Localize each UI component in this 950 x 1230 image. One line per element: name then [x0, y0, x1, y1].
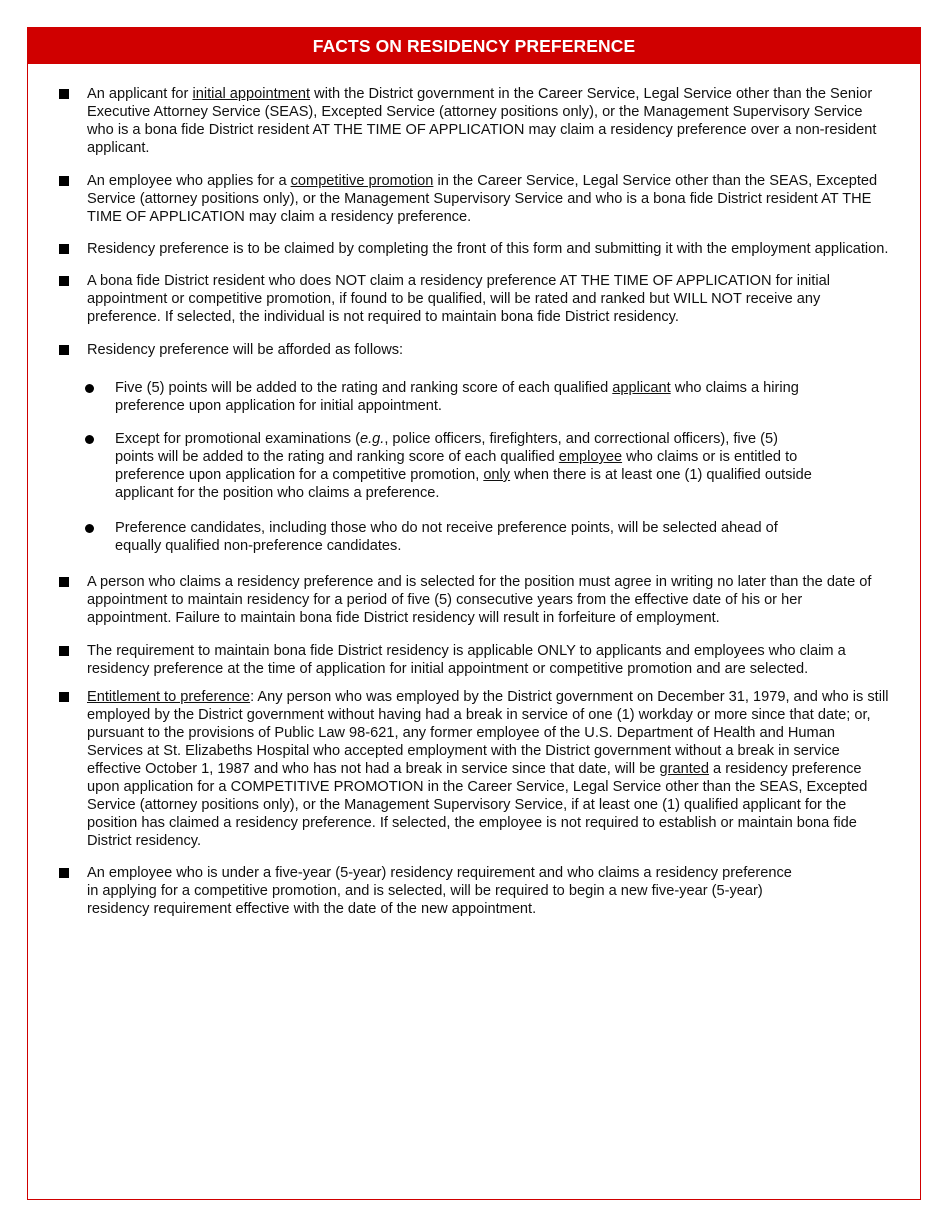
square-bullet-icon — [59, 244, 69, 254]
square-bullet-icon — [59, 89, 69, 99]
item-text: An employee who is under a five-year (5-year) residency requirement and who claims a residency preference in applying for a competitive promotion, and is selected, will be required to begin a new five-year (5-year) residency requirement effective with the date of the new appointment. — [87, 865, 792, 917]
item-text: The requirement to maintain bona fide District residency is applicable ONLY to applicants and employees who claim a residency preference at the time of application for initial appointment or competitive promotion and are selected. — [87, 643, 846, 677]
list-item — [28, 688, 920, 850]
sub-item-text: Except for promotional examinations (e.g., police officers, firefighters, and correctional officers), five (5) points will be added to the rating and ranking score of each qualified employee who claims or is entitled to preference upon application for a competitive promotion, only when there is at least one (1) qualified outside applicant for the position who claims a preference. — [115, 431, 812, 501]
item-text: Entitlement to preference: Any person who was employed by the District government on December 31, 1979, and who is still employed by the District government without having had a break in service of one (1) workday or more since that date; or, pursuant to the provisions of Public Law 98-621, any former employee of the U.S. Department of Health and Human Services at St. Elizabeths Hospital who accepted employment with the District government without a break in service effective October 1, 1987 and who has not had a break in service since that date, will be granted a residency preference upon application for a COMPETITIVE PROMOTION in the Career Service, Legal Service other than the SEAS, Excepted Service (attorney positions only), or the Management Supervisory Service, if at least one (1) qualified applicant for the position has claimed a residency preference. If selected, the employee is not required to establish or maintain bona fide District residency. — [87, 689, 889, 849]
square-bullet-icon — [59, 176, 69, 186]
item-text: Residency preference will be afforded as follows: — [87, 342, 404, 358]
item-text: A bona fide District resident who does NOT claim a residency preference AT THE TIME OF APPLICATION for initial appointment or competitive promotion, if found to be qualified, will be rated and ranked but WILL NOT receive any preference. If selected, the individual is not required to maintain bona fide District residency. — [87, 273, 830, 325]
list-item — [28, 240, 920, 258]
document-frame — [27, 27, 921, 1200]
square-bullet-icon — [59, 868, 69, 878]
dot-bullet-icon — [85, 524, 94, 533]
list-item — [28, 172, 920, 226]
dot-bullet-icon — [85, 384, 94, 393]
sub-list-item — [28, 430, 920, 502]
sub-list-item — [28, 379, 920, 415]
list-item — [28, 341, 920, 359]
list-item — [28, 272, 920, 326]
square-bullet-icon — [59, 646, 69, 656]
sub-item-text: Five (5) points will be added to the rating and ranking score of each qualified applicant who claims a hiring preference upon application for initial appointment. — [115, 380, 799, 414]
dot-bullet-icon — [85, 435, 94, 444]
sub-list-item — [28, 519, 920, 555]
square-bullet-icon — [59, 345, 69, 355]
square-bullet-icon — [59, 577, 69, 587]
list-item — [28, 864, 920, 918]
item-text: An employee who applies for a competitive promotion in the Career Service, Legal Service other than the SEAS, Excepted Service (attorney positions only), or the Management Supervisory Service and who is a bona fide District resident AT THE TIME OF APPLICATION may claim a residency preference. — [87, 173, 878, 225]
square-bullet-icon — [59, 276, 69, 286]
item-text: An applicant for initial appointment with the District government in the Career Service, Legal Service other than the Senior Executive Attorney Service (SEAS), Excepted Service (attorney positions only), or the Management Supervisory Service who is a bona fide District resident AT THE TIME OF APPLICATION may claim a residency preference over a non-resident applicant. — [87, 86, 877, 156]
item-text: Residency preference is to be claimed by completing the front of this form and submitting it with the employment application. — [87, 241, 889, 257]
square-bullet-icon — [59, 692, 69, 702]
list-item — [28, 573, 920, 627]
item-text: A person who claims a residency preference and is selected for the position must agree in writing no later than the date of appointment to maintain residency for a period of five (5) consecutive years from the effective date of his or her appointment. Failure to maintain bona fide District residency will result in forfeiture of employment. — [87, 574, 872, 626]
page-title: FACTS ON RESIDENCY PREFERENCE — [312, 36, 636, 56]
list-item — [28, 642, 920, 678]
list-item — [28, 85, 920, 157]
header-bar — [28, 28, 920, 64]
sub-item-text: Preference candidates, including those who do not receive preference points, will be selected ahead of equally qualified non-preference candidates. — [115, 520, 778, 554]
facts-list — [28, 85, 920, 918]
